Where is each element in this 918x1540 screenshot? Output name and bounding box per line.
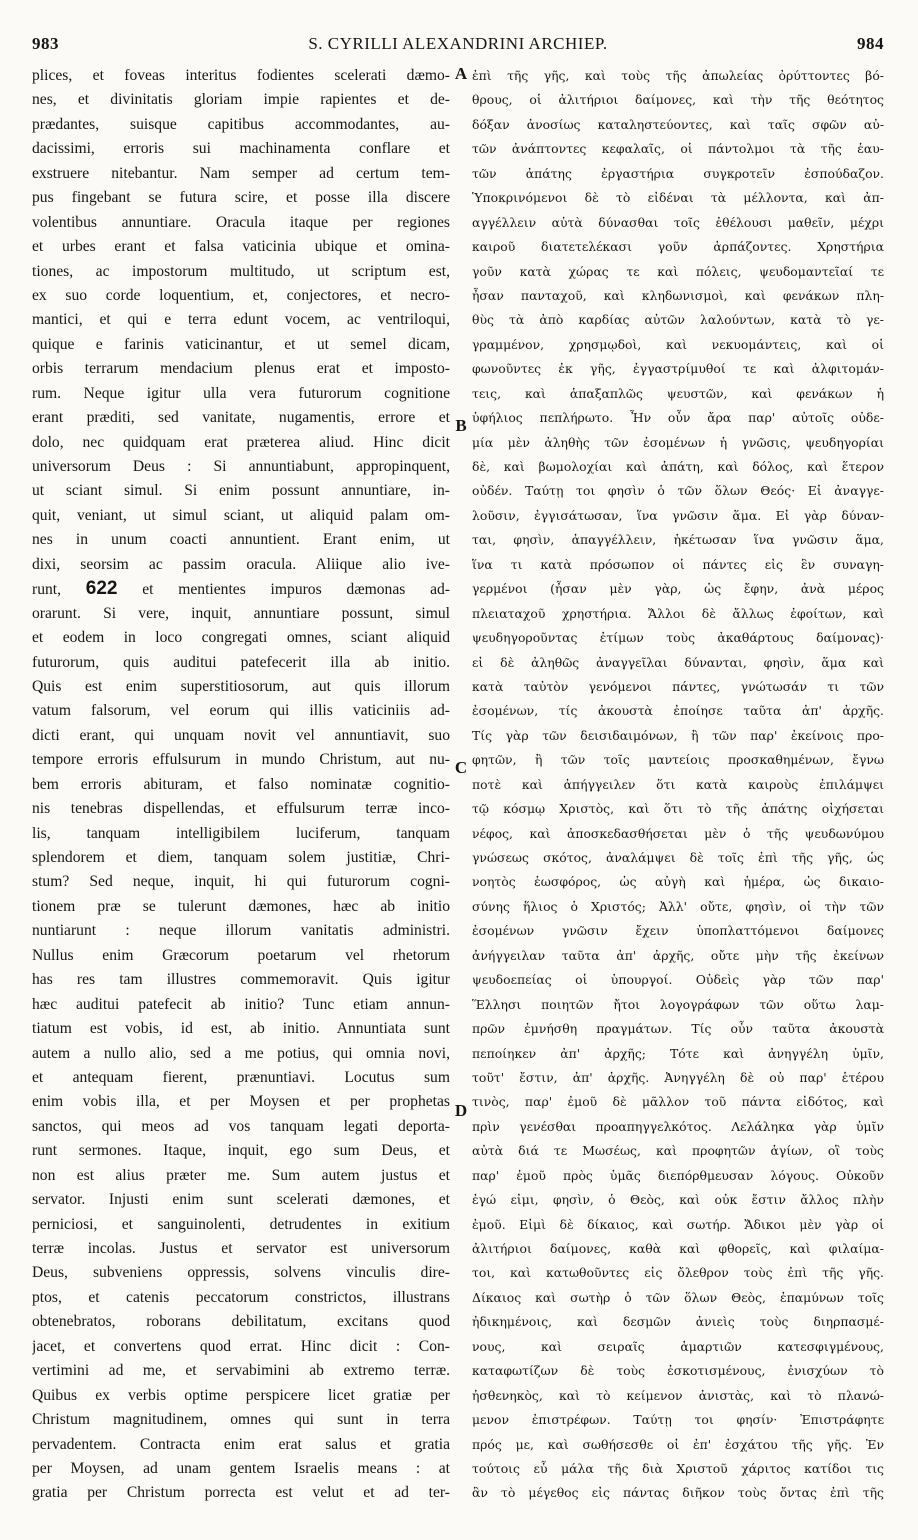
greek-text-line: Ὑποκρινόμενοι δὲ τὸ εἰδέναι τὰ μέλλοντα, καὶ ἀπ-	[472, 190, 884, 206]
latin-text-line: Deus, subveniens oppressis, solvens vinculis dire-	[32, 1264, 450, 1282]
greek-text-line: μία μὲν ἀληθὴς τῶν ἐσομένων ἡ γνῶσις, ψευδηγορίαι	[472, 434, 884, 450]
latin-text-line: et antequam fierent, prænuntiavi. Locutus sum	[32, 1068, 450, 1086]
greek-text-line: γοῦν κατὰ χώρας τε καὶ πόλεις, ψευδομαντεῖαί τε	[472, 263, 884, 279]
latin-text-line: autem a nullo alio, sed a me potius, qui omnia novi,	[32, 1044, 450, 1062]
greek-text-line: κατὰ ταὐτὸν γενόμενοι πάντες, γνώτωσάν τι τῶν	[472, 678, 884, 694]
greek-text-line: δὲ, καὶ βωμολοχίαι καὶ ἀπάτη, καὶ δόλος, καὶ ἕτερον	[472, 459, 884, 474]
latin-text-line: runt sermones. Itaque, inquit, ego sum Deus, et	[32, 1142, 450, 1160]
latin-text-line: jacet, et convertens quod errat. Hinc dicit : Con-	[32, 1337, 450, 1355]
greek-text-line: πρός με, καὶ σωθήσεσθε οἱ ἐπ' ἐσχάτου τῆς γῆς. Ἐν	[472, 1436, 884, 1452]
greek-text-line: νέφος, καὶ ἀποσκεδασθήσεται μὲν ὁ τῆς ψευδωνύμου	[472, 825, 884, 841]
latin-text-line: pervadentem. Contracta enim erat salus et gratia	[32, 1435, 450, 1453]
greek-text-line: τῶν ἀνάπτοντες κεφαλαῖς, οἱ πάντολμοι τὰ τῆς ἑαυ-	[472, 141, 884, 157]
greek-text-line: ἠδικημένοις, καὶ δεσμῶν ἀνιεὶς τοὺς διηρπασμέ-	[472, 1314, 884, 1330]
greek-text-line: ἐπὶ τῆς γῆς, καὶ τοὺς τῆς ἀπωλείας ὀρύττοντες βό-	[472, 68, 884, 83]
latin-text-line: bem erroris abituram, et falso nominatæ cognitio-	[32, 775, 450, 793]
latin-text-line: quique e farinis vaticinantur, et ut semel dicam,	[32, 335, 450, 353]
greek-text-line: ὑφήλιος πεπλήρωτο. Ἦν οὖν ἄρα παρ' αὐτοῖς οὐδε-	[472, 410, 884, 426]
greek-text-line: ἐγώ εἰμι, φησὶν, ὁ Θεὸς, καὶ οὐκ ἔστιν ἄλλος πλὴν	[472, 1192, 884, 1208]
greek-text-line: πεποίηκεν ἀπ' ἀρχῆς; Τότε καὶ ἀνηγγέλη ὑμῖν,	[472, 1045, 884, 1061]
margin-letter-b: B	[455, 416, 467, 435]
greek-text-line: ψευδηγοροῦντας ἐτίμων τοὺς ἀκαθάρτους δαίμονας)·	[472, 630, 884, 646]
latin-text-line: ptos, et catenis peccatorum constrictos, illustrans	[32, 1288, 450, 1306]
greek-text-line: πλειαταχοῦ χρηστήρια. Ἄλλοι δὲ ἄλλως ἐφοίτων, καὶ	[472, 605, 884, 621]
page-number-right: 984	[857, 34, 884, 53]
latin-text-line: tiones, ac impostorum multitudo, ut scriptum est,	[32, 262, 450, 280]
latin-text-line: perniciosi, et sanguinolenti, detrudentes in exitium	[32, 1215, 450, 1233]
greek-text-line: αὐτὰ διά τε Μωσέως, καὶ προφητῶν ἁγίων, οἳ τοὺς	[472, 1143, 884, 1159]
latin-text-line: nes in unum coacti annuntient. Erant enim, ut	[32, 531, 450, 549]
latin-text-line: ex suo corde loquentium, et, conjectores, et necro-	[32, 286, 450, 304]
margin-letter-d: D	[454, 1101, 468, 1120]
greek-text-line: τούτοις εὖ μάλα τῆς διὰ Χριστοῦ χάριτος κατίδοι τις	[472, 1460, 884, 1476]
latin-text-line: stum? Sed neque, inquit, hi qui futurorum cogni-	[32, 873, 450, 891]
latin-text-line: et eodem in loco congregati omnes, sciant aliquid	[32, 629, 450, 647]
margin-letter-c: C	[454, 758, 468, 777]
latin-text-line: has res tam illustres commemoravit. Quis igitur	[32, 971, 450, 989]
greek-text-line: ἀνήγγειλαν ταῦτα ἀπ' ἀρχῆς, οὔτε μὴν τῆς ἐκείνων	[472, 947, 884, 963]
latin-text-line: et urbes erant et falsa vaticinia ubique et omina-	[32, 238, 450, 256]
greek-text-line: ποτὲ καὶ ἀπήγγειλεν ὅτι κατὰ καιροὺς ἐπιλάμψει	[472, 776, 884, 792]
running-title: S. CYRILLI ALEXANDRINI ARCHIEP.	[308, 34, 608, 53]
latin-text-line: mantici, et qui e terra edunt vocem, ac ventriloqui,	[32, 311, 450, 329]
margin-letter-a: A	[454, 64, 468, 83]
greek-text-line: ἐμοῦ. Εἰμὶ δὲ δίκαιος, καὶ σωτήρ. Ἄδικοι μὲν γὰρ οἱ	[472, 1216, 884, 1232]
latin-text-line: Quibus ex verbis optime perspicere licet gratiæ per	[32, 1386, 450, 1404]
greek-text-line: νους, καὶ σειραῖς ἁμαρτιῶν κατεσφιγμένους,	[472, 1338, 884, 1354]
inline-page-number: 622	[85, 578, 118, 600]
greek-text-line: ἐσομένων, τίς ἀκουστὰ ἐποίησε ταῦτα ἀπ' ἀρχῆς.	[472, 703, 884, 719]
greek-text-line: ἦσαν πανταχοῦ, καὶ κληδωνισμοὶ, καὶ φενάκων πλη-	[472, 287, 884, 303]
greek-text-line: σύνης ἥλιος ὁ Χριστός; Ἀλλ' οὔτε, φησὶν, οἱ τὴν τῶν	[472, 898, 884, 914]
latin-text-line: dicti erant, qui unquam novit vel annuntiavit, suo	[32, 726, 450, 744]
greek-text-line: γερμένοι (ἦσαν μὲν γὰρ, ὡς ἔφην, ἀνὰ μέρος	[472, 581, 884, 597]
latin-text-line: futurorum, quis auditui patefecerit illa ab initio.	[32, 653, 450, 671]
greek-text-line: καιροῦ διατετελέκασι γοῦν ἁρπάζοντες. Χρηστήρια	[472, 239, 884, 255]
latin-text-line: gratia per Christum porrecta est velut et ad ter-	[32, 1484, 450, 1502]
page-number-left: 983	[32, 34, 59, 53]
greek-text-line: μενον ἐπιστρέφων. Ταύτῃ τοι φησίν· Ἐπιστράφητε	[472, 1412, 884, 1428]
greek-text-line: γραμμένον, χρησμῳδοὶ, καὶ νεκυομάντεις, καὶ οἱ	[472, 336, 884, 352]
latin-text-line: terræ incolas. Justus et servator est universorum	[32, 1240, 450, 1257]
greek-text-line: τεις, καὶ ἁπαξαπλῶς ψευστῶν, καὶ φενάκων ἡ	[472, 385, 884, 401]
greek-text-line: ἂν τὸ μέγεθος εἰς πάντας διῆκον τοὺς ὄντας ἐπὶ τῆς	[472, 1485, 884, 1501]
greek-text-line: Ἕλλησι ποιητῶν ἤτοι λογογράφων τῶν οὕτω λαμ-	[472, 996, 884, 1012]
latin-text-line: dolo, nec quidquam erat præterea aliud. Hinc dicit	[32, 433, 450, 451]
greek-text-line: ψευδοεπείας οἱ ὑπουργοί. Οὐδεὶς γὰρ τῶν παρ'	[472, 972, 884, 988]
greek-text-line: πρὶν γενέσθαι προαπηγγελκότος. Λελάληκα γὰρ ὑμῖν	[472, 1118, 884, 1134]
latin-text-line: quit, veniant, ut simul sciant, ut aliquid palam om-	[32, 506, 450, 524]
latin-text-line: tionem præ se tulerunt dæmones, hæc ab initio	[32, 897, 450, 915]
greek-text-line: ἐσομένων γνῶσιν ἔχειν ὑποπλαττόμενοι δαίμονες	[472, 923, 884, 939]
greek-text-line: ται, φησὶν, ἀπαγγέλλειν, ἡκέτωσαν ἵνα γνῶσιν ἅμα,	[472, 532, 884, 548]
greek-text-line: ἵνα τι κατὰ πρόσωπον οἱ πάντες εἰς ἓν συναγη-	[472, 556, 884, 572]
latin-text-line: nuntiarunt : neque illorum vanitatis administri.	[32, 922, 450, 940]
greek-text-line: Δίκαιος καὶ σωτὴρ ὁ τῶν ὅλων Θεὸς, ἐπαμύνων τοῖς	[472, 1289, 884, 1305]
latin-text-line: dacissimi, erroris sui machinamenta conflare et	[32, 140, 450, 158]
latin-text-line: orbis terrarum mendacium plenus erat et imposto-	[32, 360, 450, 378]
latin-text-line: Quis est enim superstitiosorum, aut quis illorum	[32, 677, 450, 695]
latin-text-line: runt, 622 et mentientes impuros dæmonas ad-	[32, 578, 450, 600]
latin-text-line: nis tenebras dispellendas, et effulsurum terræ inco-	[32, 800, 450, 818]
latin-text-line: enim vobis illa, et per Moysen et per prophetas	[32, 1093, 450, 1111]
latin-text-line: non est alius præter me. Sum autem justus et	[32, 1166, 450, 1184]
latin-text-line: universorum Deus : Si annuntiabunt, appropinquent,	[32, 458, 450, 475]
greek-text-line: παρ' ἐμοῦ πρὸς ὑμᾶς διεπόρθμευσαν λόγους. Οὐκοῦν	[472, 1167, 884, 1183]
latin-text-line: erant præditi, sed vanitate, nugamentis, errore et	[32, 409, 450, 427]
greek-text-line: γνώσεως σκότος, ἀναλάμψει δὲ τοῖς ἐπὶ τῆς γῆς, ὡς	[472, 850, 884, 865]
latin-text-line: sanctos, qui meos ad vos tanquam legati deporta-	[32, 1117, 450, 1135]
greek-text-line: φητῶν, ἢ τῶν τοῖς μαντείοις προσκαθημένων, ἔγνω	[472, 752, 884, 768]
greek-text-line: δόξαν ἀνοσίως καταληστεύοντες, καὶ ταῖς σφῶν αὐ-	[472, 116, 884, 132]
latin-text-line: tiatum est vobis, id est, ab initio. Annuntiata sunt	[32, 1020, 450, 1038]
greek-text-line: λοῦσιν, ἐγγισάτωσαν, ἵνα γνῶσιν ἅμα. Εἰ γὰρ δύναν-	[472, 507, 884, 523]
latin-text-line: dixi, seorsim ac passim oracula. Aliique alio ive-	[32, 555, 450, 573]
latin-text-line: ut sciant simul. Si enim possunt annuntiare, in-	[32, 482, 450, 500]
latin-text-line: tempore erroris effulsurum in mundo Christum, aut nu-	[32, 751, 450, 769]
greek-text-line: πρῶν ἐμνήσθη πραγμάτων. Τίς οὖν ταῦτα ἀκουστὰ	[472, 1021, 884, 1037]
latin-text-line: lis, tanquam intelligibilem luciferum, tanquam	[32, 824, 450, 842]
greek-text-line: τοῦτ' ἔστιν, ἀπ' ἀρχῆς. Ἀνηγγέλη δὲ οὐ παρ' ἑτέρου	[472, 1069, 884, 1085]
greek-text-line: Τίς γὰρ τῶν δεισιδαιμόνων, ἢ τῶν παρ' ἐκείνοις προ-	[472, 727, 884, 743]
latin-text-line: plices, et foveas interitus fodientes scelerati dæmo-	[32, 67, 450, 84]
latin-text-line: exstruere nitebantur. Nam semper ad certum tem-	[32, 164, 450, 182]
latin-text-line: orarunt. Si vere, inquit, annuntiare possunt, simul	[32, 604, 450, 622]
greek-text-line: εἰ δὲ ἀληθῶς ἀναγγεῖλαι δύνανται, φησὶν, ἅμα καὶ	[472, 654, 884, 670]
latin-text-line: Christum magnitudinem, omnes qui sunt in terra	[32, 1411, 450, 1429]
running-header	[32, 34, 884, 58]
greek-text-line: οὐδέν. Ταύτῃ τοι φησὶν ὁ τῶν ὅλων Θεός· Εἰ ἀναγγε-	[472, 483, 884, 499]
latin-text-line: volentibus annuntiare. Oracula itaque per regiones	[32, 213, 450, 231]
greek-text-line: θρους, οἱ ἀλιτήριοι δαίμονες, καὶ τὴν τῆς θεότητος	[472, 92, 884, 108]
greek-text-line: φωνοῦντες ἐκ γῆς, ἐγγαστρίμυθοί τε καὶ ἀλφιτομάν-	[472, 361, 884, 377]
latin-text-line: vertimini ad me, et servabimini ab extremo terræ.	[32, 1362, 450, 1380]
greek-text-line: τοι, καὶ κατωθοῦντες εἰς ὄλεθρον τοὺς ἐπὶ τῆς γῆς.	[472, 1265, 884, 1281]
greek-text-line: τῶν ἀπάτης ἐργαστήρια συγκροτεῖν ἐσπούδαζον.	[472, 165, 884, 181]
greek-text-line: νοητὸς ἑωσφόρος, ὡς αὐγὴ καὶ ἡμέρα, ὡς δικαιο-	[472, 874, 884, 890]
greek-text-line: τῷ κόσμῳ Χριστὸς, καὶ ὅτι τὸ τῆς ἀπάτης οἰχήσεται	[472, 801, 884, 817]
greek-column	[472, 64, 884, 1506]
latin-text-line: obtenebratos, roborans debilitatum, excitans quod	[32, 1313, 450, 1331]
latin-text-line: hæc auditui patefecit ab initio? Tunc etiam annun-	[32, 995, 450, 1013]
greek-text-line: ἠσθενηκὸς, καὶ τὸ κείμενον ἀνιστὰς, καὶ τὸ πλανώ-	[472, 1387, 884, 1403]
greek-text-line: αγγέλλειν αὐτὰ δύνασθαι τοῖς ἐθέλουσι μαθεῖν, μέχρι	[472, 214, 884, 230]
greek-text-line: τινὸς, παρ' ἐμοῦ δὲ μᾶλλον τοῦ πάντα εἰδότος, καὶ	[472, 1094, 884, 1110]
latin-text-line: servator. Injusti enim sunt scelerati dæmones, et	[32, 1191, 450, 1209]
latin-column	[32, 64, 450, 1506]
latin-text-line: per Moysen, ad unam gentem Israelis means : at	[32, 1459, 450, 1477]
greek-text-line: καταφωτίζων δὲ τοὺς ἐσκοτισμένους, ἐνισχύων τὸ	[472, 1363, 884, 1379]
latin-text-line: pus fingebant se futura scire, et posse illa discere	[32, 189, 450, 207]
latin-text-line: splendorem et diem, tanquam solem justitiæ, Chri-	[32, 849, 450, 866]
latin-text-line: Nullus enim Græcorum poetarum vel rhetorum	[32, 946, 450, 964]
greek-text-line: θὺς τὰ ἀπὸ καρδίας αὐτῶν λαλούντων, κατὰ τὸ γε-	[472, 312, 884, 328]
latin-text-line: vatum falsorum, vel eorum qui illis vaticiniis ad-	[32, 702, 450, 720]
latin-text-line: nes, et divinitatis gloriam impie rapientes et de-	[32, 91, 450, 109]
latin-text-line: prædantes, suisque capitibus accommodantes, au-	[32, 115, 450, 133]
greek-text-line: ἀλιτήριοι δαίμονες, καθὰ καὶ φθορεῖς, καὶ φιλαίμα-	[472, 1241, 884, 1256]
latin-text-line: rum. Neque igitur ulla vera futurorum cognitione	[32, 384, 450, 402]
